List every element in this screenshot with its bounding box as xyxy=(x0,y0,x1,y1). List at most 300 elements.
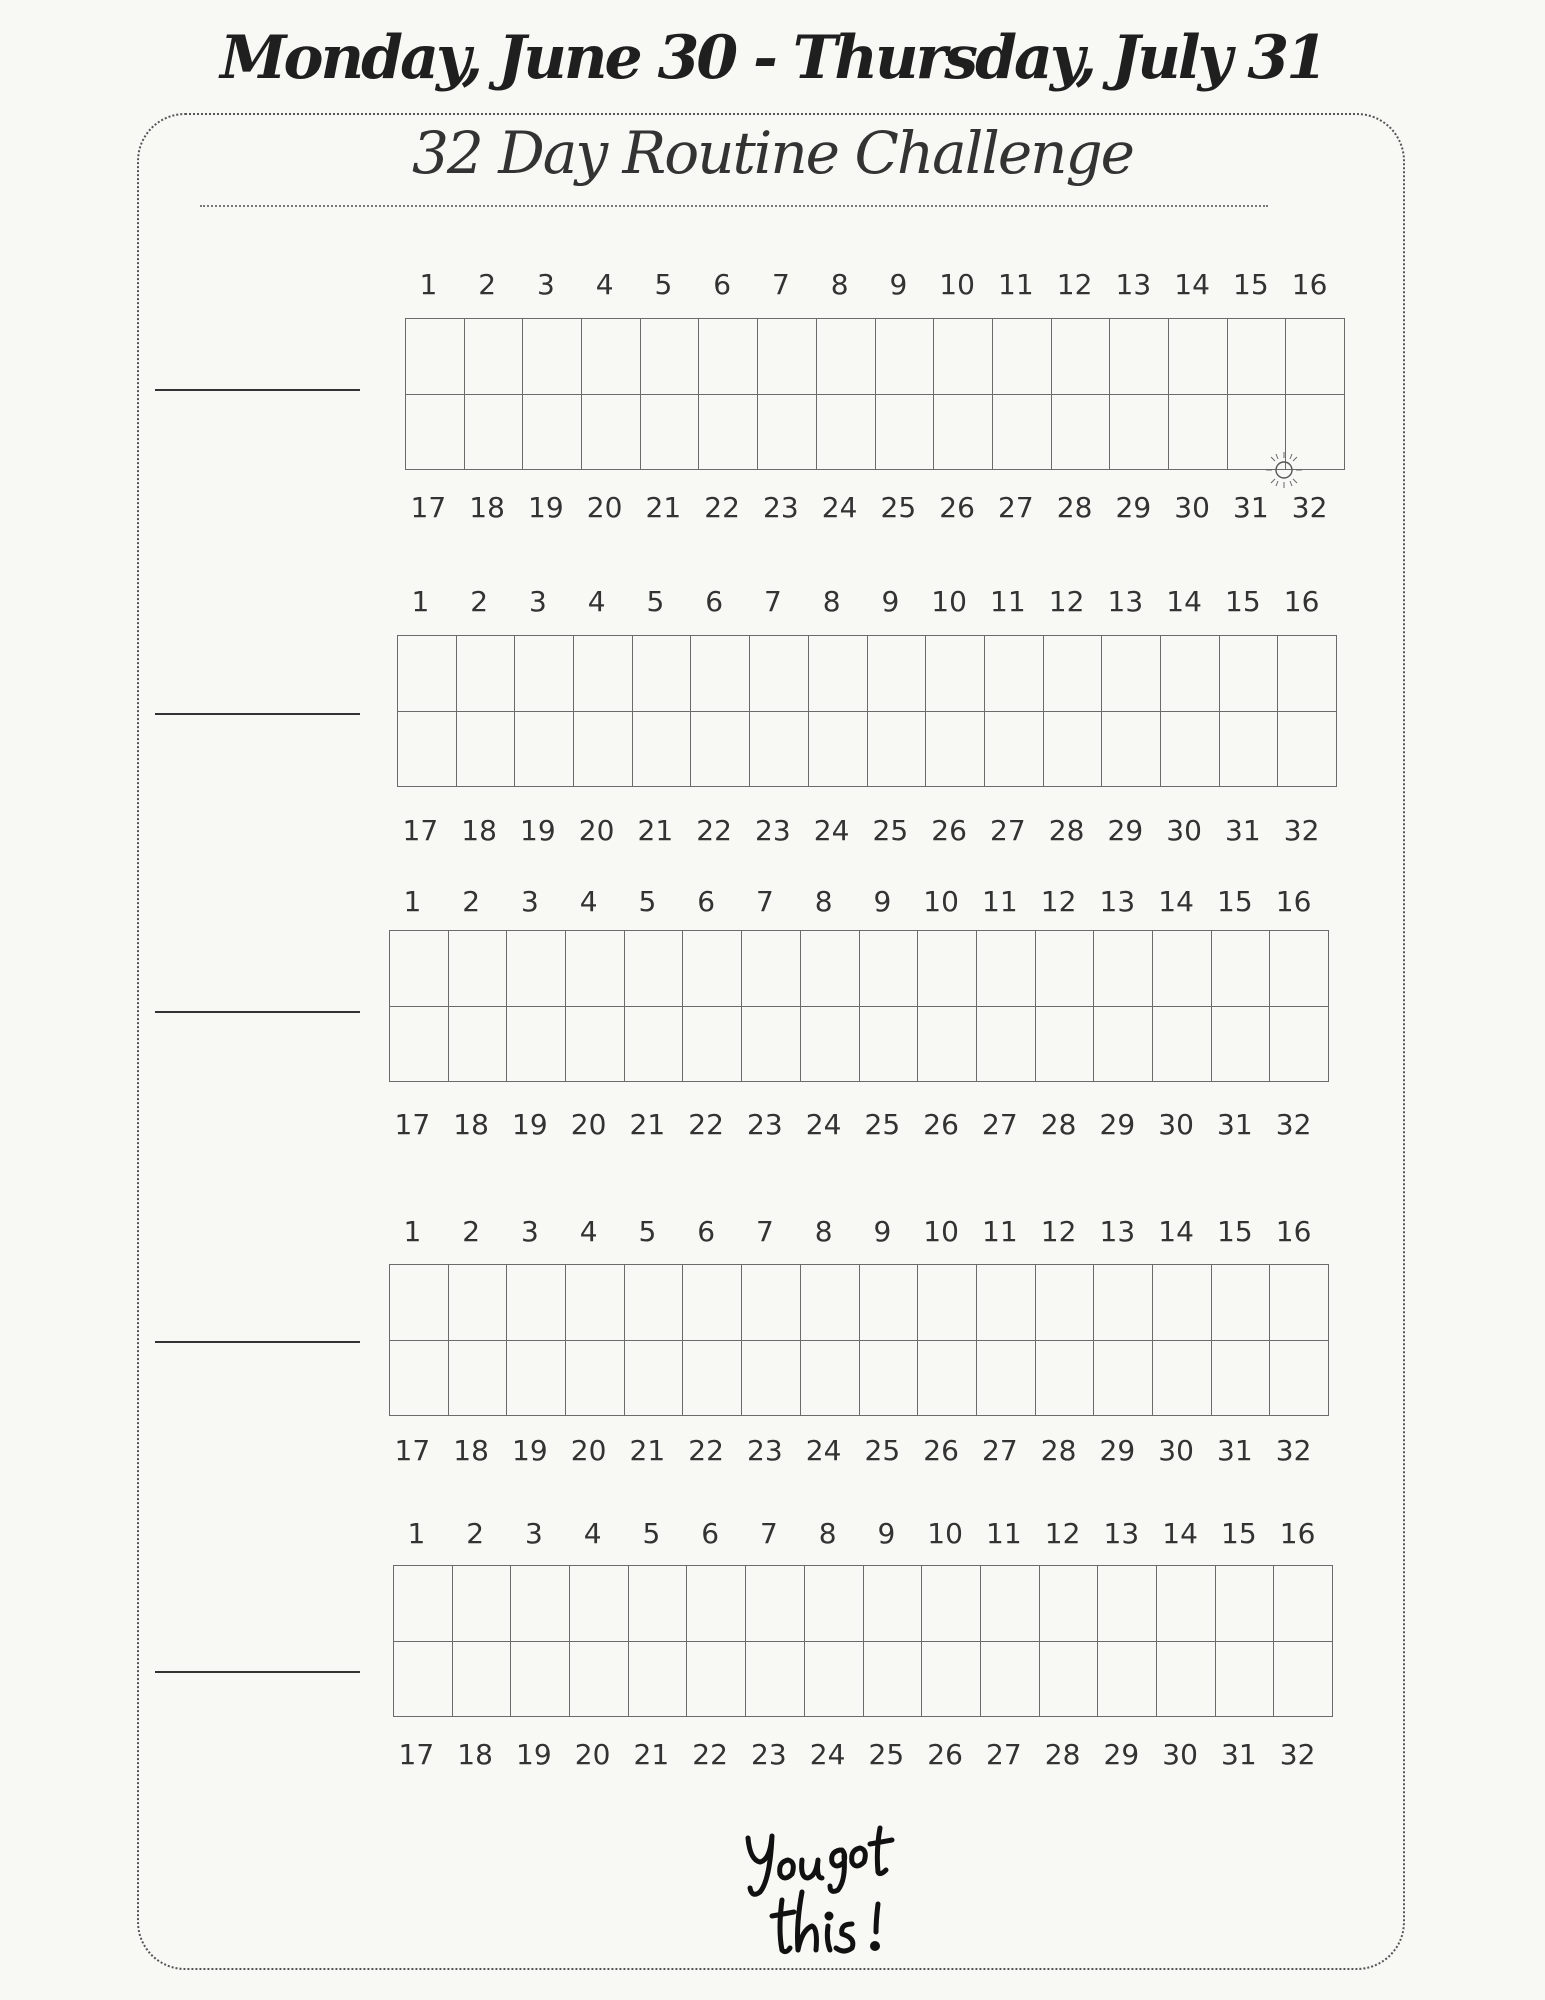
day-checkbox[interactable] xyxy=(683,1007,742,1083)
day-numbers-top xyxy=(387,1517,1327,1550)
day-checkbox[interactable] xyxy=(699,395,758,471)
day-number: 32 xyxy=(1275,1108,1312,1141)
day-number: 13 xyxy=(1107,585,1144,618)
day-number: 23 xyxy=(755,814,791,847)
date-range-heading: Monday, June 30 - Thursday, July 31 xyxy=(220,23,1325,93)
day-number: 10 xyxy=(923,885,959,918)
day-number: 11 xyxy=(998,268,1034,301)
day-number: 4 xyxy=(579,885,598,918)
day-checkbox[interactable] xyxy=(758,395,817,471)
day-checkbox[interactable] xyxy=(977,1007,1036,1083)
day-checkbox[interactable] xyxy=(390,1341,449,1417)
day-checkbox[interactable] xyxy=(860,931,919,1007)
day-checkbox[interactable] xyxy=(1212,931,1271,1007)
day-number: 4 xyxy=(583,1517,602,1550)
day-checkbox[interactable] xyxy=(918,931,977,1007)
day-number: 27 xyxy=(986,1738,1022,1771)
day-number: 23 xyxy=(747,1434,783,1467)
day-checkbox-grid xyxy=(389,1264,1329,1416)
day-number: 1 xyxy=(411,585,430,618)
day-checkbox[interactable] xyxy=(507,1341,566,1417)
day-checkbox[interactable] xyxy=(511,1566,570,1642)
day-checkbox[interactable] xyxy=(582,319,641,395)
day-number: 22 xyxy=(688,1434,724,1467)
day-checkbox[interactable] xyxy=(574,712,633,788)
day-checkbox[interactable] xyxy=(699,319,758,395)
day-number: 17 xyxy=(410,491,447,524)
day-checkbox[interactable] xyxy=(1216,1566,1275,1642)
day-number: 12 xyxy=(1044,1517,1081,1550)
day-number: 21 xyxy=(633,1738,670,1771)
day-checkbox[interactable] xyxy=(876,319,935,395)
day-checkbox[interactable] xyxy=(629,1566,688,1642)
day-checkbox[interactable] xyxy=(515,636,574,712)
day-number: 31 xyxy=(1225,814,1261,847)
day-checkbox[interactable] xyxy=(1161,712,1220,788)
day-number: 22 xyxy=(688,1108,724,1141)
challenge-title: 32 Day Routine Challenge xyxy=(412,119,1133,187)
day-checkbox[interactable] xyxy=(1157,1566,1216,1642)
day-checkbox[interactable] xyxy=(918,1341,977,1417)
day-checkbox[interactable] xyxy=(582,395,641,471)
day-checkbox[interactable] xyxy=(625,1007,684,1083)
day-number: 14 xyxy=(1158,885,1194,918)
day-checkbox[interactable] xyxy=(985,712,1044,788)
day-number: 2 xyxy=(462,1215,481,1248)
day-checkbox[interactable] xyxy=(868,636,927,712)
day-number: 28 xyxy=(1048,814,1085,847)
day-checkbox[interactable] xyxy=(629,1642,688,1718)
day-checkbox[interactable] xyxy=(918,1007,977,1083)
day-number: 5 xyxy=(638,885,657,918)
day-number: 9 xyxy=(889,268,908,301)
day-numbers-bottom xyxy=(383,1434,1323,1467)
day-checkbox[interactable] xyxy=(742,1341,801,1417)
day-number: 14 xyxy=(1166,585,1202,618)
day-number: 19 xyxy=(516,1738,552,1771)
day-numbers-top xyxy=(391,585,1331,618)
day-number: 5 xyxy=(638,1215,657,1248)
day-checkbox[interactable] xyxy=(1169,395,1228,471)
day-checkbox[interactable] xyxy=(1212,1007,1271,1083)
day-checkbox[interactable] xyxy=(1110,319,1169,395)
day-checkbox[interactable] xyxy=(1212,1265,1271,1341)
day-checkbox[interactable] xyxy=(993,319,1052,395)
day-checkbox[interactable] xyxy=(457,636,516,712)
day-number: 32 xyxy=(1291,491,1328,524)
day-number: 30 xyxy=(1162,1738,1198,1771)
day-number: 30 xyxy=(1158,1108,1194,1141)
day-checkbox[interactable] xyxy=(1153,931,1212,1007)
day-number: 32 xyxy=(1275,1434,1312,1467)
day-checkbox[interactable] xyxy=(566,1265,625,1341)
day-numbers-top xyxy=(399,268,1339,301)
day-number: 25 xyxy=(864,1108,901,1141)
day-checkbox[interactable] xyxy=(566,1007,625,1083)
day-checkbox[interactable] xyxy=(457,712,516,788)
day-number: 15 xyxy=(1217,1215,1253,1248)
day-number: 3 xyxy=(520,1215,539,1248)
day-number: 21 xyxy=(637,814,674,847)
day-number: 15 xyxy=(1233,268,1269,301)
day-checkbox[interactable] xyxy=(742,931,801,1007)
you-got-this-lettering xyxy=(730,1820,930,1970)
day-number: 16 xyxy=(1291,268,1328,301)
day-checkbox[interactable] xyxy=(926,712,985,788)
day-checkbox[interactable] xyxy=(750,636,809,712)
day-number: 23 xyxy=(763,491,799,524)
day-checkbox[interactable] xyxy=(1274,1642,1333,1718)
routine-name-line[interactable] xyxy=(155,713,360,715)
day-checkbox[interactable] xyxy=(809,636,868,712)
day-checkbox[interactable] xyxy=(1220,712,1279,788)
day-number: 12 xyxy=(1040,885,1077,918)
day-checkbox[interactable] xyxy=(1286,319,1345,395)
day-number: 30 xyxy=(1174,491,1210,524)
day-number: 11 xyxy=(982,885,1018,918)
day-checkbox[interactable] xyxy=(523,395,582,471)
day-checkbox[interactable] xyxy=(1228,319,1287,395)
day-checkbox[interactable] xyxy=(1278,636,1337,712)
day-checkbox[interactable] xyxy=(511,1642,570,1718)
day-number: 1 xyxy=(403,885,422,918)
day-checkbox[interactable] xyxy=(805,1566,864,1642)
day-checkbox[interactable] xyxy=(922,1566,981,1642)
day-checkbox[interactable] xyxy=(1094,1265,1153,1341)
day-number: 16 xyxy=(1275,885,1312,918)
day-number: 18 xyxy=(457,1738,493,1771)
day-checkbox[interactable] xyxy=(860,1007,919,1083)
day-checkbox[interactable] xyxy=(453,1642,512,1718)
day-checkbox[interactable] xyxy=(1270,1007,1329,1083)
day-checkbox[interactable] xyxy=(981,1566,1040,1642)
day-number: 20 xyxy=(570,1108,607,1141)
day-checkbox[interactable] xyxy=(449,1341,508,1417)
day-number: 7 xyxy=(755,885,774,918)
day-checkbox[interactable] xyxy=(507,1007,566,1083)
day-checkbox[interactable] xyxy=(390,931,449,1007)
day-number: 6 xyxy=(705,585,724,618)
day-checkbox[interactable] xyxy=(1278,712,1337,788)
day-checkbox[interactable] xyxy=(570,1642,629,1718)
day-checkbox[interactable] xyxy=(566,1341,625,1417)
day-number: 20 xyxy=(574,1738,611,1771)
sun-icon xyxy=(1264,450,1304,490)
day-number: 31 xyxy=(1217,1108,1253,1141)
day-checkbox[interactable] xyxy=(1036,931,1095,1007)
day-number: 1 xyxy=(403,1215,422,1248)
day-number: 17 xyxy=(398,1738,435,1771)
day-number: 29 xyxy=(1103,1738,1140,1771)
day-number: 22 xyxy=(704,491,740,524)
day-number: 24 xyxy=(805,1108,842,1141)
day-checkbox[interactable] xyxy=(691,712,750,788)
day-checkbox[interactable] xyxy=(817,319,876,395)
day-checkbox[interactable] xyxy=(1153,1007,1212,1083)
day-checkbox[interactable] xyxy=(918,1265,977,1341)
day-number: 27 xyxy=(990,814,1026,847)
day-checkbox[interactable] xyxy=(453,1566,512,1642)
routine-name-line[interactable] xyxy=(155,1011,360,1013)
day-number: 13 xyxy=(1099,1215,1136,1248)
day-checkbox[interactable] xyxy=(390,1007,449,1083)
day-checkbox[interactable] xyxy=(977,931,1036,1007)
day-checkbox[interactable] xyxy=(1161,636,1220,712)
day-number: 24 xyxy=(809,1738,846,1771)
day-checkbox[interactable] xyxy=(985,636,1044,712)
day-checkbox[interactable] xyxy=(1052,395,1111,471)
day-number: 9 xyxy=(877,1517,896,1550)
day-checkbox[interactable] xyxy=(805,1642,864,1718)
day-number: 18 xyxy=(469,491,505,524)
day-number: 30 xyxy=(1166,814,1202,847)
day-numbers-bottom xyxy=(387,1738,1327,1771)
day-checkbox[interactable] xyxy=(523,319,582,395)
routine-name-line[interactable] xyxy=(155,1671,360,1673)
day-checkbox[interactable] xyxy=(1102,712,1161,788)
day-number: 18 xyxy=(453,1434,489,1467)
day-number: 28 xyxy=(1040,1108,1077,1141)
day-number: 11 xyxy=(990,585,1026,618)
day-checkbox[interactable] xyxy=(1220,636,1279,712)
day-number: 4 xyxy=(595,268,614,301)
day-checkbox[interactable] xyxy=(1169,319,1228,395)
day-number: 7 xyxy=(771,268,790,301)
day-number: 20 xyxy=(578,814,615,847)
day-checkbox[interactable] xyxy=(683,931,742,1007)
day-number: 24 xyxy=(805,1434,842,1467)
day-checkbox[interactable] xyxy=(801,1007,860,1083)
day-checkbox[interactable] xyxy=(394,1566,453,1642)
day-number: 19 xyxy=(520,814,556,847)
day-checkbox[interactable] xyxy=(1094,1007,1153,1083)
day-checkbox[interactable] xyxy=(746,1642,805,1718)
day-number: 16 xyxy=(1279,1517,1316,1550)
day-checkbox[interactable] xyxy=(742,1007,801,1083)
day-checkbox[interactable] xyxy=(801,1265,860,1341)
day-checkbox[interactable] xyxy=(507,931,566,1007)
day-checkbox[interactable] xyxy=(390,1265,449,1341)
day-checkbox[interactable] xyxy=(1270,1265,1329,1341)
day-number: 17 xyxy=(394,1434,431,1467)
day-checkbox[interactable] xyxy=(465,395,524,471)
day-checkbox[interactable] xyxy=(934,395,993,471)
day-checkbox[interactable] xyxy=(1216,1642,1275,1718)
day-checkbox[interactable] xyxy=(449,1265,508,1341)
day-checkbox[interactable] xyxy=(515,712,574,788)
day-checkbox[interactable] xyxy=(691,636,750,712)
day-checkbox[interactable] xyxy=(687,1566,746,1642)
day-checkbox[interactable] xyxy=(742,1265,801,1341)
day-number: 25 xyxy=(868,1738,905,1771)
day-number: 29 xyxy=(1107,814,1144,847)
day-checkbox[interactable] xyxy=(570,1566,629,1642)
routine-name-line[interactable] xyxy=(155,389,360,391)
day-checkbox[interactable] xyxy=(1270,1341,1329,1417)
day-number: 26 xyxy=(927,1738,963,1771)
day-checkbox[interactable] xyxy=(750,712,809,788)
day-checkbox[interactable] xyxy=(641,319,700,395)
day-checkbox[interactable] xyxy=(449,931,508,1007)
day-checkbox[interactable] xyxy=(633,712,692,788)
day-number: 7 xyxy=(759,1517,778,1550)
day-number: 16 xyxy=(1283,585,1320,618)
day-number: 31 xyxy=(1221,1738,1257,1771)
day-number: 8 xyxy=(830,268,849,301)
day-number: 2 xyxy=(462,885,481,918)
day-checkbox[interactable] xyxy=(876,395,935,471)
day-number: 10 xyxy=(939,268,975,301)
day-number: 1 xyxy=(419,268,438,301)
day-number: 9 xyxy=(881,585,900,618)
day-checkbox[interactable] xyxy=(1102,636,1161,712)
day-checkbox[interactable] xyxy=(1036,1007,1095,1083)
day-checkbox[interactable] xyxy=(1270,931,1329,1007)
day-checkbox[interactable] xyxy=(465,319,524,395)
day-checkbox[interactable] xyxy=(1044,636,1103,712)
day-checkbox[interactable] xyxy=(1274,1566,1333,1642)
day-checkbox[interactable] xyxy=(860,1341,919,1417)
day-numbers-top xyxy=(383,1215,1323,1248)
day-number: 7 xyxy=(755,1215,774,1248)
day-checkbox[interactable] xyxy=(406,395,465,471)
day-checkbox[interactable] xyxy=(993,395,1052,471)
day-number: 3 xyxy=(528,585,547,618)
day-number: 25 xyxy=(864,1434,901,1467)
day-checkbox[interactable] xyxy=(1036,1341,1095,1417)
day-checkbox[interactable] xyxy=(758,319,817,395)
day-number: 10 xyxy=(923,1215,959,1248)
day-checkbox[interactable] xyxy=(1040,1642,1099,1718)
day-checkbox[interactable] xyxy=(625,931,684,1007)
day-number: 15 xyxy=(1217,885,1253,918)
day-number: 19 xyxy=(528,491,564,524)
day-number: 1 xyxy=(407,1517,426,1550)
day-checkbox[interactable] xyxy=(398,712,457,788)
day-checkbox[interactable] xyxy=(507,1265,566,1341)
day-checkbox[interactable] xyxy=(683,1265,742,1341)
day-numbers-bottom xyxy=(399,491,1339,524)
day-number: 13 xyxy=(1103,1517,1140,1550)
day-number: 17 xyxy=(394,1108,431,1141)
day-checkbox-grid xyxy=(389,930,1329,1082)
day-number: 27 xyxy=(982,1108,1018,1141)
day-number: 6 xyxy=(697,885,716,918)
day-checkbox[interactable] xyxy=(860,1265,919,1341)
day-number: 28 xyxy=(1040,1434,1077,1467)
day-checkbox[interactable] xyxy=(981,1642,1040,1718)
day-number: 15 xyxy=(1225,585,1261,618)
day-checkbox[interactable] xyxy=(864,1566,923,1642)
day-checkbox[interactable] xyxy=(817,395,876,471)
day-checkbox-grid xyxy=(397,635,1337,787)
day-checkbox[interactable] xyxy=(641,395,700,471)
day-checkbox[interactable] xyxy=(1110,395,1169,471)
day-checkbox[interactable] xyxy=(926,636,985,712)
day-numbers-top xyxy=(383,885,1323,918)
day-checkbox-grid xyxy=(393,1565,1333,1717)
day-checkbox[interactable] xyxy=(574,636,633,712)
day-checkbox[interactable] xyxy=(633,636,692,712)
routine-name-line[interactable] xyxy=(155,1341,360,1343)
day-checkbox[interactable] xyxy=(1040,1566,1099,1642)
day-checkbox[interactable] xyxy=(977,1265,1036,1341)
day-numbers-bottom xyxy=(383,1108,1323,1141)
day-checkbox[interactable] xyxy=(1036,1265,1095,1341)
day-number: 16 xyxy=(1275,1215,1312,1248)
day-checkbox[interactable] xyxy=(625,1265,684,1341)
day-number: 24 xyxy=(813,814,850,847)
day-checkbox[interactable] xyxy=(801,931,860,1007)
day-number: 26 xyxy=(939,491,975,524)
day-checkbox[interactable] xyxy=(1153,1341,1212,1417)
day-number: 15 xyxy=(1221,1517,1257,1550)
day-checkbox[interactable] xyxy=(746,1566,805,1642)
day-checkbox[interactable] xyxy=(934,319,993,395)
day-checkbox[interactable] xyxy=(977,1341,1036,1417)
day-number: 27 xyxy=(982,1434,1018,1467)
day-checkbox[interactable] xyxy=(1094,931,1153,1007)
day-number: 22 xyxy=(696,814,732,847)
day-checkbox[interactable] xyxy=(566,931,625,1007)
day-number: 32 xyxy=(1283,814,1320,847)
day-checkbox[interactable] xyxy=(922,1642,981,1718)
day-checkbox[interactable] xyxy=(687,1642,746,1718)
day-number: 2 xyxy=(466,1517,485,1550)
day-number: 21 xyxy=(629,1108,666,1141)
day-checkbox[interactable] xyxy=(394,1642,453,1718)
day-checkbox[interactable] xyxy=(1153,1265,1212,1341)
day-number: 5 xyxy=(646,585,665,618)
day-checkbox[interactable] xyxy=(868,712,927,788)
day-number: 19 xyxy=(512,1108,548,1141)
day-number: 14 xyxy=(1162,1517,1198,1550)
day-checkbox[interactable] xyxy=(1052,319,1111,395)
day-checkbox[interactable] xyxy=(406,319,465,395)
day-checkbox[interactable] xyxy=(625,1341,684,1417)
day-number: 12 xyxy=(1040,1215,1077,1248)
day-number: 6 xyxy=(697,1215,716,1248)
day-number: 18 xyxy=(461,814,497,847)
day-checkbox[interactable] xyxy=(1094,1341,1153,1417)
day-number: 28 xyxy=(1044,1738,1081,1771)
day-number: 21 xyxy=(645,491,682,524)
day-number: 3 xyxy=(536,268,555,301)
day-number: 11 xyxy=(986,1517,1022,1550)
day-number: 6 xyxy=(701,1517,720,1550)
day-checkbox[interactable] xyxy=(1212,1341,1271,1417)
day-number: 17 xyxy=(402,814,439,847)
day-number: 14 xyxy=(1158,1215,1194,1248)
day-checkbox[interactable] xyxy=(449,1007,508,1083)
day-number: 19 xyxy=(512,1434,548,1467)
day-number: 20 xyxy=(586,491,623,524)
day-number: 4 xyxy=(587,585,606,618)
day-checkbox[interactable] xyxy=(398,636,457,712)
day-checkbox[interactable] xyxy=(864,1642,923,1718)
day-checkbox[interactable] xyxy=(801,1341,860,1417)
day-checkbox[interactable] xyxy=(1098,1642,1157,1718)
day-checkbox[interactable] xyxy=(1157,1642,1216,1718)
day-number: 18 xyxy=(453,1108,489,1141)
day-number: 3 xyxy=(524,1517,543,1550)
day-number: 3 xyxy=(520,885,539,918)
day-checkbox[interactable] xyxy=(809,712,868,788)
day-number: 23 xyxy=(751,1738,787,1771)
day-checkbox[interactable] xyxy=(683,1341,742,1417)
day-checkbox[interactable] xyxy=(1044,712,1103,788)
day-checkbox[interactable] xyxy=(1098,1566,1157,1642)
